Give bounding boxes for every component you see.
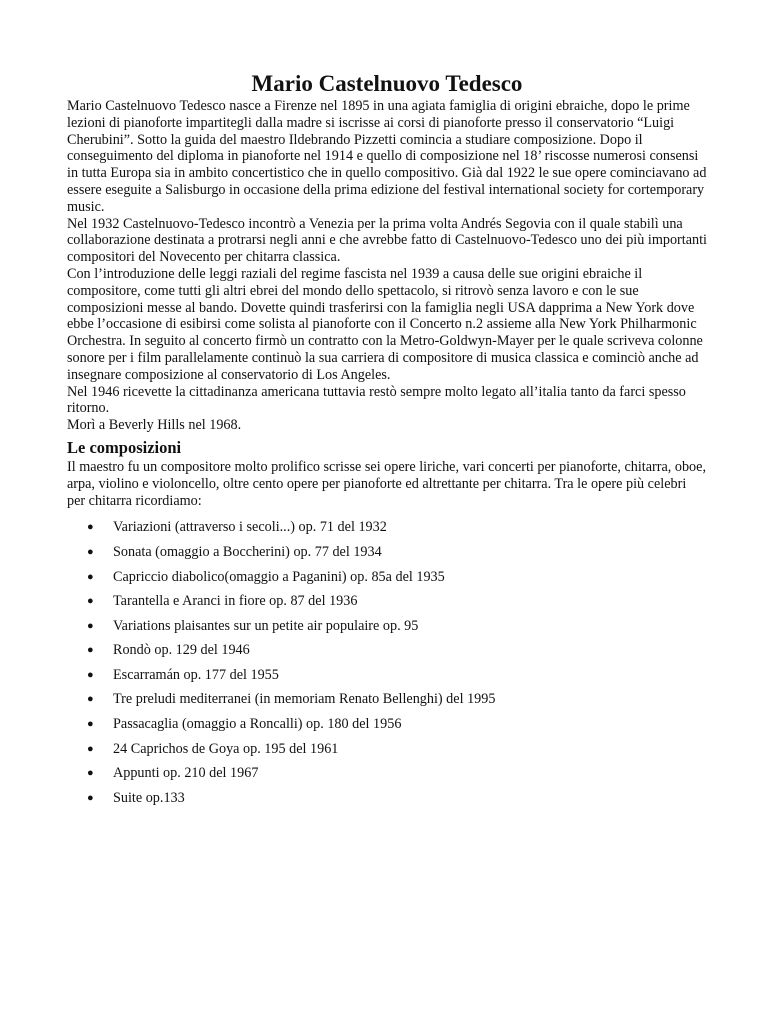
bullet-icon: ● — [87, 619, 94, 632]
list-item — [67, 712, 707, 737]
work-title: Passacaglia (omaggio a Roncalli) op. 180 del 1956 — [113, 716, 402, 733]
paragraph-citizenship: Nel 1946 ricevette la cittadinanza americana tuttavia restò sempre molto legato all’italia tanto da farci spesso ritorno. — [67, 383, 686, 417]
document-page — [67, 70, 707, 810]
list-item — [67, 663, 707, 688]
list-item — [67, 737, 707, 762]
work-title: Appunti op. 210 del 1967 — [113, 765, 259, 782]
work-title: Capriccio diabolico(omaggio a Paganini) op. 85a del 1935 — [113, 568, 445, 585]
list-item — [67, 589, 707, 614]
work-title: Sonata (omaggio a Boccherini) op. 77 del 1934 — [113, 543, 382, 560]
bullet-icon: ● — [87, 644, 94, 657]
work-title: Escarramán op. 177 del 1955 — [113, 666, 279, 683]
works-list — [67, 515, 707, 810]
list-item — [67, 761, 707, 786]
bullet-icon: ● — [87, 742, 94, 755]
work-title: 24 Caprichos de Goya op. 195 del 1961 — [113, 740, 339, 757]
paragraph-segovia: Nel 1932 Castelnuovo-Tedesco incontrò a Venezia per la prima volta Andrés Segovia con il quale stabilì una collaborazione destinata a protrarsi negli anni e che avrebbe fatto di Castelnuovo-Tedesco uno dei più importanti compositori del Novecento per chitarra classica. — [67, 215, 707, 266]
bullet-icon: ● — [87, 570, 94, 583]
bullet-icon: ● — [87, 545, 94, 558]
bullet-icon: ● — [87, 767, 94, 780]
section-intro: Il maestro fu un compositore molto prolifico scrisse sei opere liriche, vari concerti per pianoforte, chitarra, oboe, arpa, violino e violoncello, oltre cento opere per pianoforte ed altrettante per chitarra. Tra le opere più celebri per chitarra ricordiamo: — [67, 458, 706, 509]
work-title: Variations plaisantes sur un petite air populaire op. 95 — [113, 617, 419, 634]
work-title: Variazioni (attraverso i secoli...) op. 71 del 1932 — [113, 519, 387, 536]
work-title: Tre preludi mediterranei (in memoriam Renato Bellenghi) del 1995 — [113, 691, 496, 708]
paragraph-death: Morì a Beverly Hills nel 1968. — [67, 417, 242, 434]
list-item — [67, 540, 707, 565]
list-item — [67, 614, 707, 639]
list-item — [67, 786, 707, 811]
document-title: Mario Castelnuovo Tedesco — [251, 71, 523, 96]
list-item — [67, 687, 707, 712]
bullet-icon: ● — [87, 668, 94, 681]
paragraph-racial-laws: Con l’introduzione delle leggi raziali del regime fascista nel 1939 a causa delle sue origini ebraiche il compositore, come tutti gli altri ebrei del mondo dello spettacolo, si ritrovò senza lavoro e con le sue composizioni messe al bando. Dovette quindi trasferirsi con la famiglia negli USA dapprima a New York dove ebbe l’occasione di esibirsi come solista al pianoforte con il Concerto n.2 assieme alla New York Philharmonic Orchestra. In seguito al concerto firmò un contratto con la Metro-Goldwyn-Mayer per le quale scriveva colonne sonore per i film parallelamente continuò la sua carriera di compositore di musica classica e cominciò anche ad insegnare composizione al conservatorio di Los Angeles. — [67, 265, 703, 383]
work-title: Tarantella e Aranci in fiore op. 87 del 1936 — [113, 593, 358, 610]
section-heading: Le composizioni — [67, 437, 182, 457]
list-item — [67, 565, 707, 590]
bullet-icon: ● — [87, 718, 94, 731]
bullet-icon: ● — [87, 595, 94, 608]
list-item — [67, 515, 707, 540]
bullet-icon: ● — [87, 521, 94, 534]
list-item — [67, 638, 707, 663]
work-title: Suite op.133 — [113, 789, 185, 806]
bullet-icon: ● — [87, 791, 94, 804]
bullet-icon: ● — [87, 693, 94, 706]
work-title: Rondò op. 129 del 1946 — [113, 642, 250, 659]
paragraph-biography: Mario Castelnuovo Tedesco nasce a Firenze nel 1895 in una agiata famiglia di origini ebraiche, dopo le prime lezioni di pianoforte impartitegli dalla madre si iscrisse ai corsi di pianoforte presso il conservatorio “Luigi Cherubini”. Sotto la guida del maestro Ildebrando Pizzetti comincia a studiare composizione. Dopo il conseguimento del diploma in pianoforte nel 1914 e quello di composizione nel 18’ riscosse numerosi consensi in tutta Europa sia in ambito concertistico che in quello compositivo. Già dal 1922 le sue opere cominciavano ad essere eseguite a Salisburgo in occasione della prima edizione del festival international society for cortemporary music. — [67, 98, 707, 215]
